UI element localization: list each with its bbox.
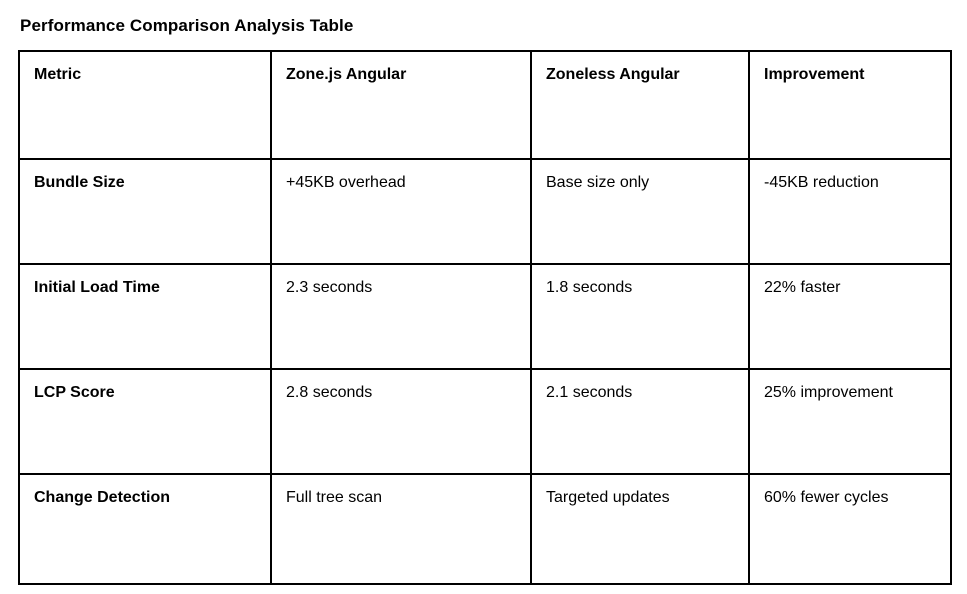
table-header-row [19,51,951,159]
cell-zonejs: +45KB overhead [271,159,531,264]
table-row [19,474,951,584]
cell-improvement: -45KB reduction [749,159,951,264]
column-header-zoneless-angular: Zoneless Angular [531,51,749,159]
table-body [19,159,951,584]
cell-improvement: 22% faster [749,264,951,369]
page-title: Performance Comparison Analysis Table [20,16,354,35]
table-header [19,51,951,159]
cell-metric: Bundle Size [19,159,271,264]
cell-zoneless: 2.1 seconds [531,369,749,474]
performance-comparison-table [18,50,952,585]
cell-zonejs: 2.8 seconds [271,369,531,474]
table-row [19,264,951,369]
table-row [19,159,951,264]
column-header-metric: Metric [19,51,271,159]
cell-zonejs: 2.3 seconds [271,264,531,369]
cell-zoneless: Base size only [531,159,749,264]
cell-metric: Initial Load Time [19,264,271,369]
cell-zoneless: 1.8 seconds [531,264,749,369]
cell-zonejs: Full tree scan [271,474,531,584]
cell-metric: LCP Score [19,369,271,474]
cell-zoneless: Targeted updates [531,474,749,584]
table-row [19,369,951,474]
cell-improvement: 60% fewer cycles [749,474,951,584]
cell-metric: Change Detection [19,474,271,584]
column-header-zonejs-angular: Zone.js Angular [271,51,531,159]
column-header-improvement: Improvement [749,51,951,159]
cell-improvement: 25% improvement [749,369,951,474]
